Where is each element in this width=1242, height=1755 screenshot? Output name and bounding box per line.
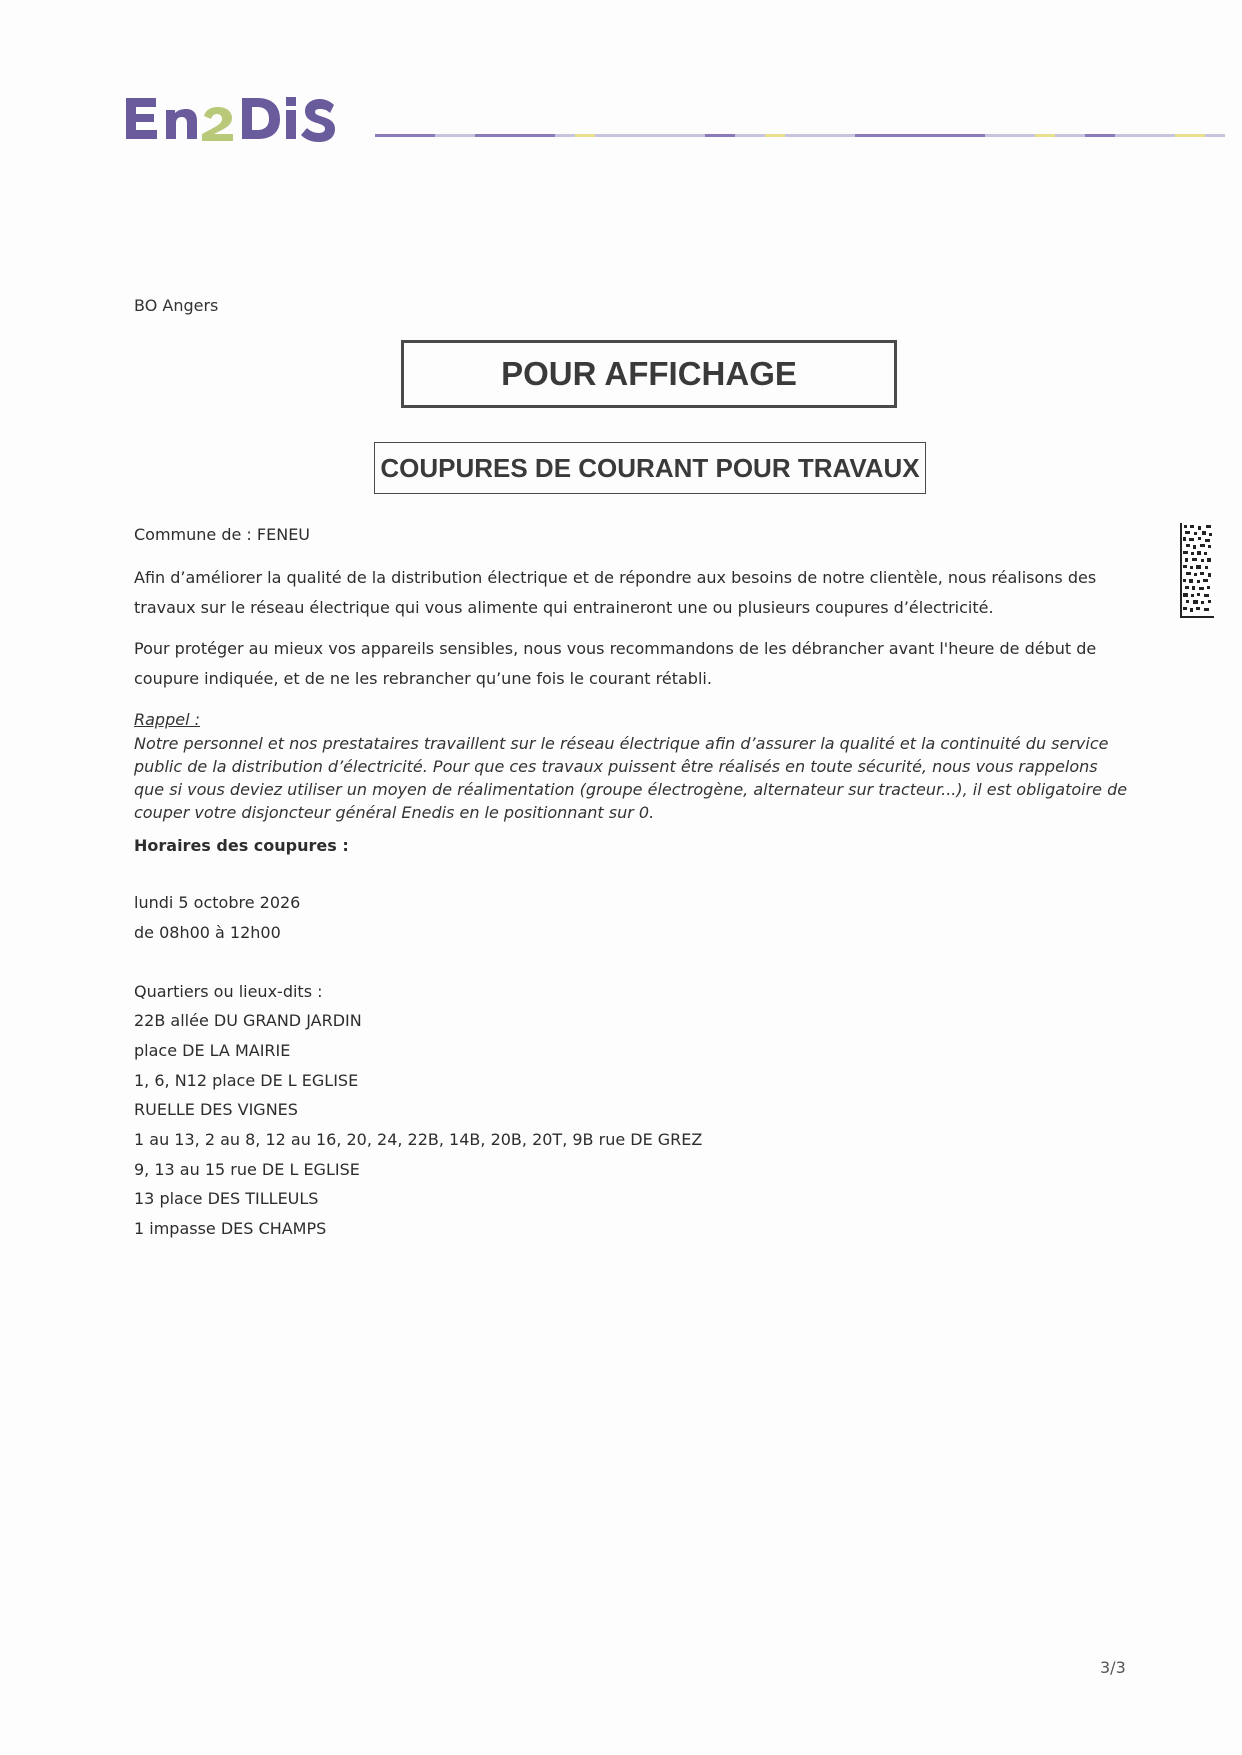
page-number: 3/3	[1100, 1658, 1126, 1677]
header-rule	[375, 134, 1225, 137]
quartier-item: 13 place DES TILLEULS	[134, 1189, 319, 1208]
paragraph-advice: Pour protéger au mieux vos appareils sensibles, nous vous recommandons de les débrancher avant l'heure de début de coupure indiquée, et de ne les rebrancher qu’une fois le courant rétabli.	[134, 639, 1097, 688]
quartier-item: 1 impasse DES CHAMPS	[134, 1219, 327, 1238]
office-name: BO Angers	[134, 296, 219, 315]
enedis-logo	[122, 90, 362, 146]
datamatrix-code	[1180, 523, 1214, 618]
rappel-text: Notre personnel et nos prestataires travaillent sur le réseau électrique afin d’assurer la qualité et la continuité du service public de la distribution d’électricité. Pour que ces travaux puissent être réalisés en toute sécurité, nous vous rappelons que si vous deviez utiliser un moyen de réalimentation (groupe électrogène, alternateur sur tracteur...), il est obligatoire de couper votre disjoncteur général Enedis en le positionnant sur 0.	[134, 734, 1128, 822]
title-box	[401, 340, 897, 408]
commune: Commune de : FENEU	[134, 525, 311, 544]
paragraph-intro: Afin d’améliorer la qualité de la distribution électrique et de répondre aux besoins de notre clientèle, nous réalisons des travaux sur le réseau électrique qui vous alimente qui entraineront une ou plusieurs coupures d’électricité.	[134, 568, 1097, 617]
outage-time: de 08h00 à 12h00	[134, 923, 281, 942]
quartiers-title: Quartiers ou lieux-dits :	[134, 982, 323, 1001]
quartier-item: 1 au 13, 2 au 8, 12 au 16, 20, 24, 22B, 14B, 20B, 20T, 9B rue DE GREZ	[134, 1130, 703, 1149]
page-subtitle: COUPURES DE COURANT POUR TRAVAUX	[380, 452, 920, 483]
quartier-item: place DE LA MAIRIE	[134, 1041, 291, 1060]
rappel-label: Rappel	[134, 710, 190, 729]
rappel-colon: :	[189, 710, 201, 729]
quartier-item: 22B allée DU GRAND JARDIN	[134, 1011, 362, 1030]
quartier-item: 1, 6, N12 place DE L EGLISE	[134, 1071, 359, 1090]
page-title: POUR AFFICHAGE	[501, 355, 797, 392]
horaires-title: Horaires des coupures :	[134, 836, 349, 855]
rappel-heading	[134, 710, 200, 729]
outage-date: lundi 5 octobre 2026	[134, 893, 301, 912]
subtitle-box	[374, 442, 926, 494]
quartier-item: RUELLE DES VIGNES	[134, 1100, 298, 1119]
quartier-item: 9, 13 au 15 rue DE L EGLISE	[134, 1160, 360, 1179]
